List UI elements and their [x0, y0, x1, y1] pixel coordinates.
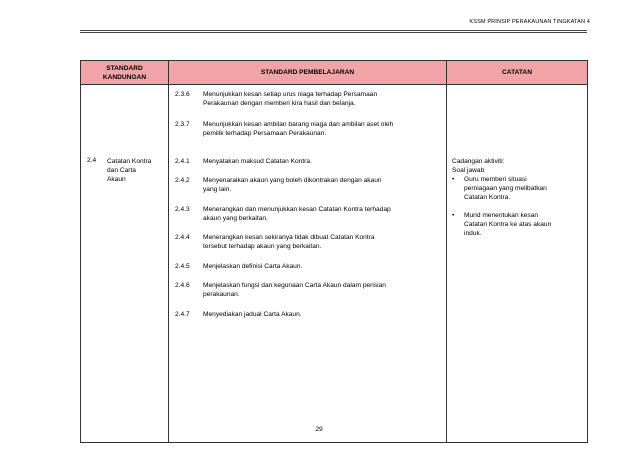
sp-line: Menjelaskan definisi Carta Akaun.	[203, 263, 303, 270]
sp-line: Menyatakan maksud Catatan Kontra.	[203, 158, 312, 165]
sp-line: Menyenaraikan akaun yang boleh dikontrakan dengan akaun	[203, 177, 382, 184]
sp-line: pemilik terhadap Persamaan Perakaunan.	[203, 130, 327, 137]
bullet-line: Catatan Kontra ke atas akaun	[464, 221, 552, 228]
bullet-line: perniagaan yang melibatkan	[464, 185, 547, 192]
sk-title-line: Catatan Kontra	[107, 158, 152, 165]
bullet-text	[464, 211, 551, 238]
bullet-line: induk.	[464, 230, 482, 237]
catatan-content	[452, 157, 583, 238]
sp-text	[203, 90, 440, 108]
sp-item	[175, 310, 440, 319]
page-number: 29	[315, 426, 323, 433]
sp-item	[175, 262, 440, 271]
catatan-bullet-item	[452, 175, 583, 202]
sk-title	[107, 157, 167, 184]
bullet-icon: •	[452, 212, 455, 219]
sp-code: 2.4.7	[175, 311, 190, 318]
sp-line: Menerangkan dan menunjukkan kesan Catatan Kontra terhadap	[203, 206, 391, 213]
bullet-line: Murid menentukan kesan	[464, 212, 539, 219]
table-body-row	[81, 85, 588, 443]
header-standard-kandungan	[81, 61, 169, 85]
sp-text	[203, 233, 440, 251]
bullet-icon: •	[452, 176, 455, 183]
catatan-line: Soal jawab	[452, 167, 485, 174]
sp-text	[203, 120, 440, 138]
sp-code: 2.4.2	[175, 177, 190, 184]
catatan-cell	[447, 85, 588, 443]
sp-line: Menerangkan kesan sekiranya tidak dibuat Catatan Kontra	[203, 234, 375, 241]
sp-item	[175, 157, 440, 166]
sp-line: yang lain.	[203, 186, 232, 193]
sp-line: perakaunan.	[203, 291, 240, 298]
catatan-bullet-item	[452, 211, 583, 238]
sp-code: 2.3.6	[175, 91, 190, 98]
sp-text	[203, 310, 440, 319]
sp-code: 2.4.3	[175, 206, 190, 213]
sp-item	[175, 176, 440, 194]
sp-item	[175, 120, 440, 138]
sp-item	[175, 281, 440, 299]
sk-code: 2.4	[87, 157, 97, 164]
standard-kandungan-cell	[81, 85, 169, 443]
bullet-line: Catatan Kontra.	[464, 194, 511, 201]
header-rule	[80, 32, 587, 33]
running-header: KSSM PRINSIP PERAKAUNAN TINGKATAN 4	[469, 19, 590, 25]
header-catatan: CATATAN	[447, 61, 588, 85]
curriculum-table	[80, 60, 588, 443]
sp-line: akaun yang berkaitan.	[203, 215, 268, 222]
sp-text	[203, 157, 440, 166]
sp-line: Menyediakan jadual Carta Akaun.	[203, 311, 302, 318]
sp-code: 2.4.6	[175, 282, 190, 289]
table-header-row	[81, 61, 588, 85]
sp-line: tersebut terhadap akaun yang berkaitan.	[203, 243, 322, 250]
sp-line: Menunjukkan kesan ambilan barang niaga dan ambilan aset oleh	[203, 121, 394, 128]
sp-line: Menunjukkan kesan setiap urus niaga terhadap Persamaan	[203, 91, 378, 98]
sp-code: 2.4.1	[175, 158, 190, 165]
sp-item	[175, 205, 440, 223]
header-sk-line: STANDARD	[106, 64, 143, 72]
bullet-line: Guru memberi situasi	[464, 176, 527, 183]
sp-code: 2.4.4	[175, 234, 190, 241]
sp-line: Perakaunan dengan memberi kira hasil dan belanja.	[203, 100, 356, 107]
sp-code: 2.3.7	[175, 121, 190, 128]
sp-code: 2.4.5	[175, 263, 190, 270]
header-sk-line: KANDUNGAN	[102, 73, 147, 81]
sp-text	[203, 281, 440, 299]
sp-text	[203, 262, 440, 271]
standard-pembelajaran-cell	[169, 85, 447, 443]
sp-item	[175, 90, 440, 108]
sk-title-line: dan Carta	[107, 167, 136, 174]
sp-text	[203, 176, 440, 194]
sp-line: Menjelaskan fungsi dan kegunaan Carta Akaun dalam perisian	[203, 282, 386, 289]
catatan-line: Cadangan aktiviti:	[452, 158, 505, 165]
sk-title-line: Akaun	[107, 176, 126, 183]
sp-item	[175, 233, 440, 251]
sp-text	[203, 205, 440, 223]
bullet-text	[464, 175, 547, 202]
header-rule	[80, 30, 587, 31]
header-standard-pembelajaran: STANDARD PEMBELAJARAN	[169, 61, 447, 85]
